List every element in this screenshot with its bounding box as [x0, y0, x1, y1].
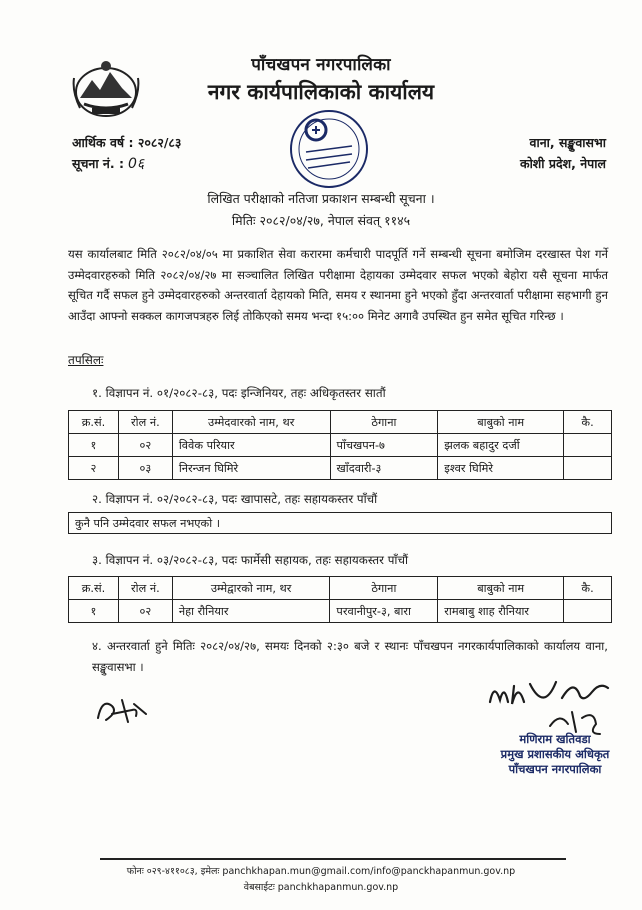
notice-number-label: सूचना नं. :	[72, 156, 124, 171]
candidate-name-cell: निरन्जन घिमिरे	[172, 457, 330, 480]
interview-schedule: ४. अन्तरवार्ता हुने मितिः २०८२/०४/२७, समयः दिनको २:३० बजे र स्थानः पाँचखपन नगरकार्यपालिकाको कार्यालय वाना, सङ्खुवासभा ।	[92, 639, 608, 674]
serial-cell: २	[69, 457, 119, 480]
col-header: ठेगाना	[330, 411, 438, 434]
address-line-2: कोशी प्रदेश, नेपाल	[519, 156, 606, 171]
roll-cell: ०२	[118, 434, 172, 457]
section-2-result: कुनै पनि उम्मेदवार सफल नभएको ।	[68, 512, 612, 534]
notice-number	[72, 153, 181, 175]
office-seal-stamp	[286, 108, 372, 190]
col-header: क्र.सं.	[69, 577, 119, 600]
address-cell: पाँचखपन-७	[330, 434, 438, 457]
col-header: रोल नं.	[118, 411, 172, 434]
notice-title: लिखित परीक्षाको नतिजा प्रकाशन सम्बन्धी सूचना ।	[207, 191, 435, 206]
footer-contact: फोनः ०२९-४११०८३, इमेलः panchkhapan.mun@gmail.com/info@panckhapanmun.gov.np	[126, 866, 516, 877]
remarks-cell	[564, 600, 612, 623]
col-header: बाबुको नाम	[438, 577, 564, 600]
office-name: नगर कार्यपालिकाको कार्यालय	[207, 80, 435, 104]
serial-cell: १	[69, 600, 119, 623]
signatory-block	[490, 732, 620, 777]
section-1-title: १. विज्ञापन नं. ०१/२०८२-८३, पदः इन्जिनियर, तहः अधिकृतस्तर सातौं	[92, 386, 386, 400]
document-meta	[72, 132, 181, 175]
roll-cell: ०२	[118, 600, 172, 623]
notice-number-value: 0६	[127, 156, 145, 172]
candidate-name-cell: नेहा रौनियार	[172, 600, 330, 623]
footer-website: वेबसाईटः panchkhapanmun.gov.np	[243, 882, 399, 893]
organization-name: पाँचखपन नगरपालिका	[251, 55, 391, 75]
signatory-designation: प्रमुख प्रशासकीय अधिकृत	[500, 747, 610, 761]
section-1-table	[68, 410, 612, 480]
col-header: उम्मेदवारको नाम, थर	[172, 411, 330, 434]
candidate-name-cell: विवेक परियार	[172, 434, 330, 457]
col-header: कै.	[564, 577, 612, 600]
address-cell: परवानीपुर-३, बारा	[330, 600, 438, 623]
father-name-cell: इश्वर घिमिरे	[438, 457, 564, 480]
table-row	[69, 434, 612, 457]
notice-date: मितिः २०८२/०४/२७, नेपाल संवत् ११४५	[231, 213, 411, 228]
table-header-row	[69, 411, 612, 434]
section-2-title: २. विज्ञापन नं. ०२/२०८२-८३, पदः खापासटे, तहः सहायकस्तर पाँचौं	[92, 492, 378, 506]
col-header: रोल नं.	[118, 577, 172, 600]
roll-cell: ०३	[118, 457, 172, 480]
father-name-cell: रामबाबु शाह रौनियार	[438, 600, 564, 623]
col-header: क्र.सं.	[69, 411, 119, 434]
address-line-1: वाना, सङ्खुवासभा	[529, 135, 606, 150]
notice-body: यस कार्यालबाट मिति २०८२/०४/०५ मा प्रकाशित सेवा करारमा कर्मचारी पादपूर्ति गर्ने सम्बन्धी सूचना बमोजिम दरखास्त पेश गर्ने उम्मेदवारहरुको मिति २०८२/०४/२७ मा सञ्चालित लिखित परीक्षामा देहायका उम्मेदवार सफल भएको बेहोरा यसै सूचना मार्फत सूचित गर्दै सफल हुने उम्मेदवारहरुको अन्तरवार्ता देहायको मिति, समय र स्थानमा हुने भएको हुँदा अन्तरवार्ता परीक्षामा सहभागी हुन आउँदा आफ्नो सक्कल कागजपत्रहरु लिई तोकिएको समय भन्दा १५:०० मिनेट अगावै उपस्थित हुन समेत सूचित गरिन्छ ।	[68, 247, 608, 323]
section-3-table	[68, 576, 612, 623]
col-header: उम्मेद्वारको नाम, थर	[172, 577, 330, 600]
signatory-office: पाँचखपन नगरपालिका	[508, 762, 602, 776]
table-header-row	[69, 577, 612, 600]
table-row	[69, 600, 612, 623]
fiscal-year: आर्थिक वर्ष : २०८२/८३	[72, 135, 182, 150]
col-header: ठेगाना	[330, 577, 438, 600]
remarks-cell	[564, 457, 612, 480]
table-row	[69, 457, 612, 480]
col-header: बाबुको नाम	[438, 411, 564, 434]
details-heading: तपसिलः	[68, 353, 104, 367]
section-3-title: ३. विज्ञापन नं. ०३/२०८२-८३, पदः फार्मेसी सहायक, तहः सहायकस्तर पाँचौं	[92, 553, 409, 567]
address-cell: खाँदवारी-३	[330, 457, 438, 480]
serial-cell: १	[69, 434, 119, 457]
signatory-name: मणिराम खतिवडा	[519, 732, 591, 746]
footer-divider	[100, 858, 566, 860]
initial-signature	[92, 692, 150, 728]
remarks-cell	[564, 434, 612, 457]
father-name-cell: झलक बहादुर दर्जी	[438, 434, 564, 457]
office-address	[520, 132, 606, 174]
col-header: कै.	[564, 411, 612, 434]
